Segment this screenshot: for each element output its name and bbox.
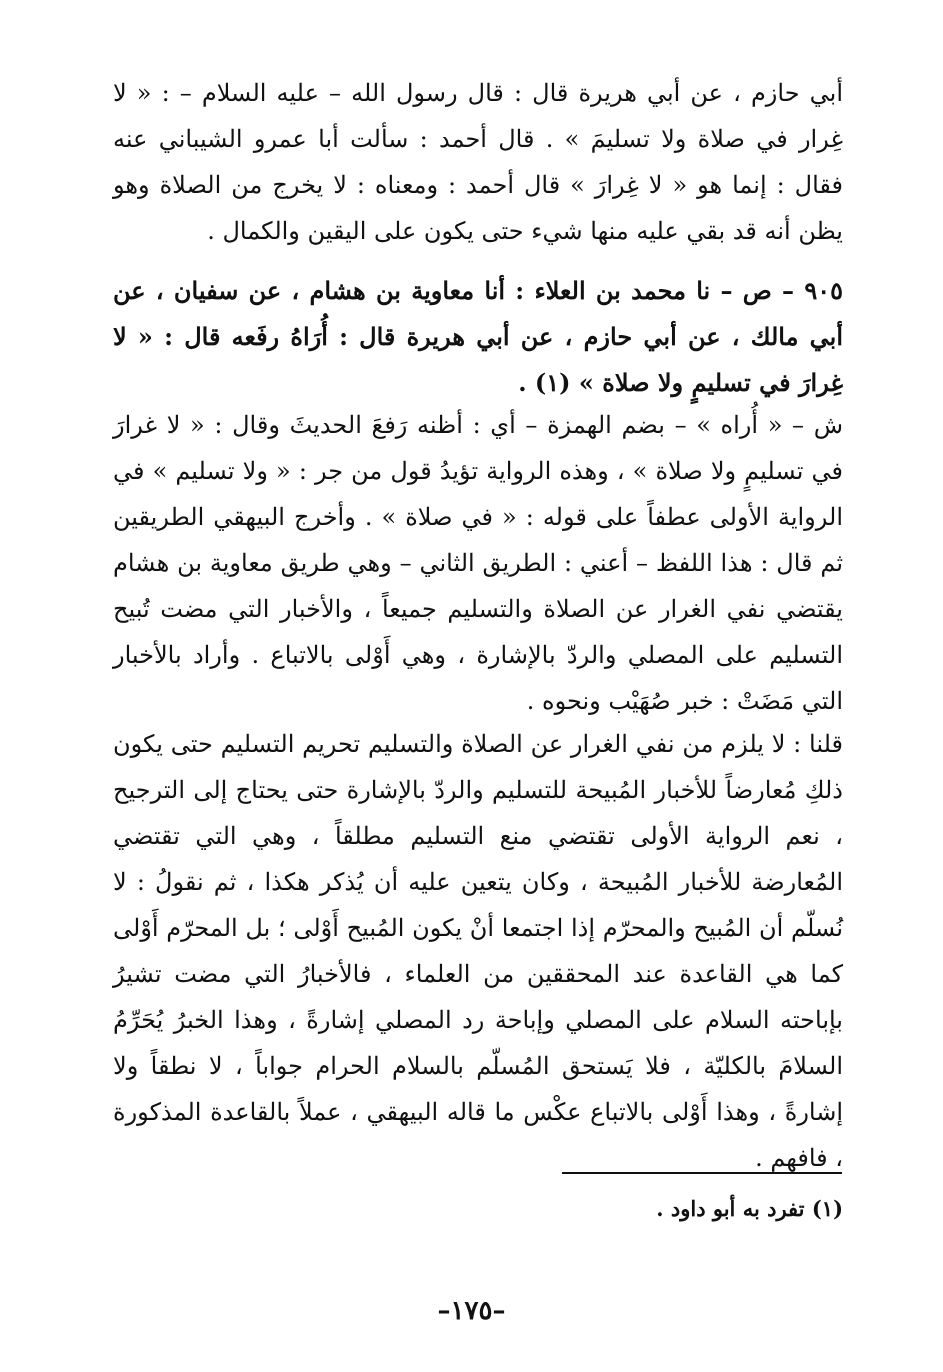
paragraph-hadith-continuation: أبي حازم ، عن أبي هريرة قال : قال رسول الله – عليه السلام – : « لا غِرار في صلاة ولا تسليمَ » . قال أحمد : سألت أبا عمرو الشيباني عنه فقال : إنما هو « لا غِرارَ » قال أحمد : ومعناه : لا يخرج من الصلاة وهو يظن أنه قد بقي عليه منها شيء حتى يكون على اليقين والكمال . [113, 79, 843, 245]
paragraph-commentary: ش – « أُراه » – بضم الهمزة – أي : أظنه رَفعَ الحديثَ وقال : « لا غرارَ في تسليمٍ ولا صلاة » ، وهذه الرواية تؤيدُ قول من جر : « ولا تسليم » في الرواية الأولى عطفاً على قوله : « في صلاة » . وأخرج البيهقي الطريقين ثم قال : هذا اللفظ – أعني : الطريق الثاني – وهي طريق معاوية بن هشام يقتضي نفي الغرار عن الصلاة والتسليم جميعاً ، والأخبار التي مضت تُبيح التسليم على المصلي والردّ بالإشارة ، وهي أَوْلى بالاتباع . وأراد بالأخبار التي مَضَتْ : خبر صُهَيْب ونحوه . [113, 411, 843, 715]
paragraph-hadith-905: ٩٠٥ – ص – نا محمد بن العلاء : أنا معاوية بن هشام ، عن سفيان ، عن أبي مالك ، عن أبي حازم ، عن أبي هريرة قال : أُرَاهُ رفَعه قال : « لا غِرارَ في تسليمٍ ولا صلاة » (١) . [113, 276, 843, 397]
paragraph-response: قلنا : لا يلزم من نفي الغرار عن الصلاة والتسليم تحريم التسليم حتى يكون ذلكِ مُعارضاً للأخبار المُبيحة للتسليم والردّ بالإشارة حتى يحتاج إلى الترجيح ، نعم الرواية الأولى تقتضي منع التسليم مطلقاً ، وهي التي تقتضي المُعارضة للأخبار المُبيحة ، وكان يتعين عليه أن يُذكر هكذا ، ثم نقولُ : لا نُسلّم أن المُبيح والمحرّم إذا اجتمعا أنْ يكون المُبيح أَوْلى ؛ بل المحرّم أَوْلى كما هي القاعدة عند المحققين من العلماء ، فالأخبارُ التي مضت تشيرُ بإباحته السلام على المصلي وإباحة رد المصلي إشارةً ، وهذا الخبرُ يُحَرِّمُ السلامَ بالكليّة ، فلا يَستحق المُسلّم بالسلام الحرام جواباً ، لا نطقاً ولا إشارةً ، وهذا أَوْلى بالاتباع عكْس ما قاله البيهقي ، عملاً بالقاعدة المذكورة ، فافهم . [113, 730, 843, 1172]
page-number: –١٧٥– [437, 1296, 506, 1326]
footnote: (١) تفرد به أبو داود . [656, 1196, 843, 1221]
footnote-separator [562, 1172, 842, 1174]
